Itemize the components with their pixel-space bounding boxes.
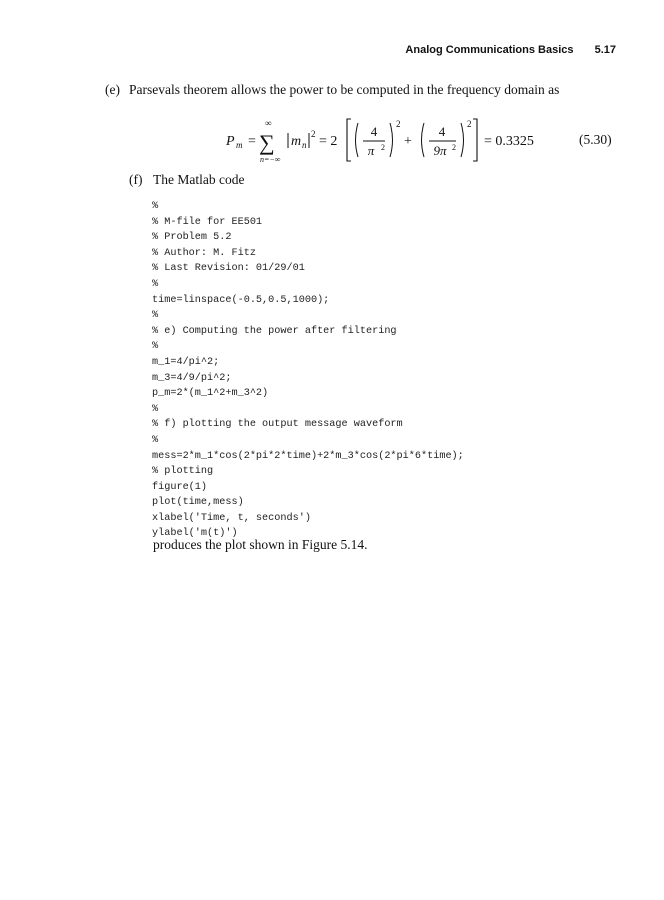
eq-plus: + bbox=[404, 134, 412, 149]
code-line: ylabel('m(t)') bbox=[152, 528, 238, 540]
eq-paren1-right bbox=[390, 123, 393, 157]
running-header bbox=[405, 44, 616, 56]
eq-frac1-den: π bbox=[367, 143, 375, 158]
code-line: % plotting bbox=[152, 466, 214, 478]
code-line: % bbox=[152, 310, 159, 322]
code-line: % bbox=[152, 341, 159, 353]
code-line: % e) Computing the power after filtering bbox=[152, 325, 397, 337]
code-line: % bbox=[152, 278, 159, 290]
code-line: % M-file for EE501 bbox=[152, 216, 263, 228]
eq-paren1-left bbox=[356, 123, 359, 157]
eq-frac2-den: 9π bbox=[433, 143, 447, 158]
eq-frac1-power: 2 bbox=[396, 119, 401, 129]
code-line: xlabel('Time, t, seconds') bbox=[152, 512, 311, 524]
eq-frac2-den-exp: 2 bbox=[452, 143, 456, 152]
code-line: % f) plotting the output message waveform bbox=[152, 419, 403, 431]
item-f-paragraph bbox=[129, 170, 245, 189]
eq-paren2-right bbox=[461, 123, 464, 157]
code-line: figure(1) bbox=[152, 481, 208, 493]
code-line: p_m=2*(m_1^2+m_3^2) bbox=[152, 388, 269, 400]
code-line: plot(time,mess) bbox=[152, 497, 244, 509]
eq-bracket-right bbox=[473, 119, 477, 161]
eq-frac2-num: 4 bbox=[438, 124, 446, 139]
header-title: Analog Communications Basics bbox=[405, 44, 574, 56]
equation-number: (5.30) bbox=[579, 132, 612, 147]
eq-result: = 0.3325 bbox=[484, 134, 534, 149]
item-e-text: Parsevals theorem allows the power to be computed in the frequency domain as bbox=[129, 82, 560, 97]
page-number: 5.17 bbox=[594, 44, 616, 56]
code-line: % Author: M. Fitz bbox=[152, 247, 256, 259]
item-f-text: The Matlab code bbox=[153, 172, 245, 187]
eq-bracket-left bbox=[347, 119, 351, 161]
code-line: % Problem 5.2 bbox=[152, 232, 232, 244]
code-line: m_1=4/pi^2; bbox=[152, 356, 220, 368]
item-e-label: (e) bbox=[105, 82, 120, 97]
code-line: % bbox=[152, 201, 159, 212]
item-e-paragraph bbox=[105, 80, 619, 99]
code-line: time=linspace(-0.5,0.5,1000); bbox=[152, 294, 330, 306]
equation-graphic bbox=[0, 114, 664, 164]
code-line: m_3=4/9/pi^2; bbox=[152, 372, 232, 384]
matlab-code-block bbox=[152, 199, 464, 542]
eq-lhs-sub: m bbox=[236, 140, 243, 150]
eq-frac2-power: 2 bbox=[467, 119, 472, 129]
closing-paragraph: produces the plot shown in Figure 5.14. bbox=[153, 537, 368, 552]
item-f-label: (f) bbox=[129, 172, 143, 187]
eq-term-sub: n bbox=[302, 140, 307, 150]
eq-sum-lower: n=−∞ bbox=[260, 155, 281, 164]
eq-lhs: P bbox=[226, 134, 235, 149]
eq-sum-sign: ∑ bbox=[259, 130, 275, 155]
code-line: % bbox=[152, 434, 159, 446]
equation-5-30 bbox=[0, 114, 664, 164]
eq-term-power: 2 bbox=[311, 129, 316, 139]
eq-sum-upper: ∞ bbox=[265, 118, 272, 128]
code-line: % Last Revision: 01/29/01 bbox=[152, 263, 305, 275]
eq-term-var: m bbox=[291, 134, 302, 149]
code-line: % bbox=[152, 403, 159, 415]
eq-paren2-left bbox=[422, 123, 425, 157]
eq-frac1-den-exp: 2 bbox=[381, 143, 385, 152]
eq-frac1-num: 4 bbox=[370, 124, 378, 139]
eq-coef: = 2 bbox=[319, 134, 338, 149]
eq-equals: = bbox=[248, 134, 256, 149]
code-line: mess=2*m_1*cos(2*pi*2*time)+2*m_3*cos(2*pi*6*time); bbox=[152, 450, 464, 462]
